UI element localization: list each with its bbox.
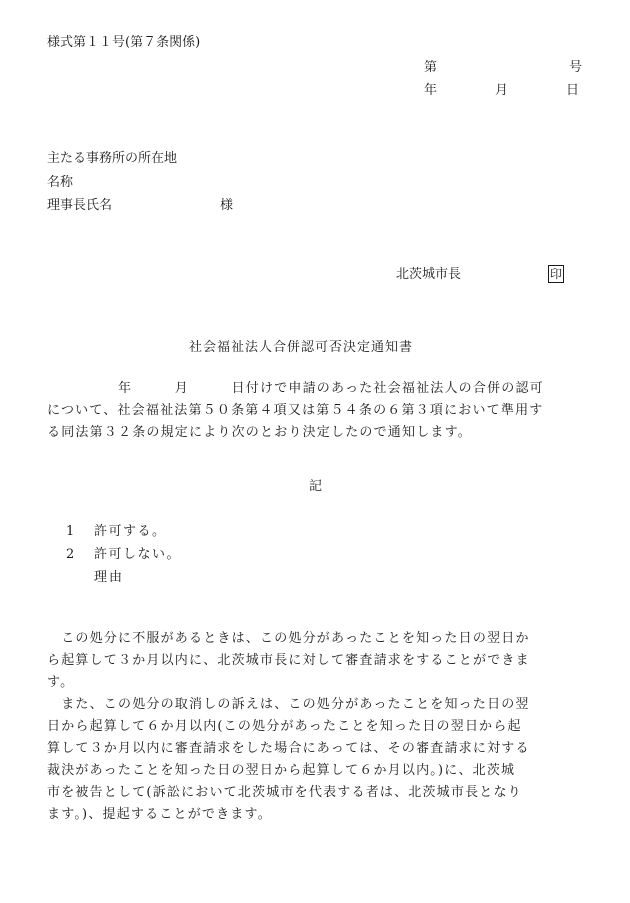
item-1-number: 1 [66, 524, 75, 539]
body-line: について、社会福祉法第５０条第４項又は第５４条の６第３項において準用す [47, 403, 544, 418]
date-year: 年 [424, 83, 438, 98]
honorific: 様 [220, 198, 234, 213]
number-suffix: 号 [569, 60, 583, 75]
body-line: 年 月 日付けで申請のあった社会福祉法人の合併の認可 [47, 381, 544, 396]
seal-box [548, 265, 564, 283]
date-day: 日 [566, 83, 580, 98]
name-label: 名称 [47, 175, 74, 190]
address-label: 主たる事務所の所在地 [47, 151, 178, 166]
reason-label: 理由 [94, 570, 125, 585]
form-number: 様式第１１号(第７条関係) [47, 35, 201, 50]
notice-line: 市を被告として(訴訟において北茨城市を代表する者は、北茨城市長となり [47, 785, 522, 800]
notice-line: す。 [47, 675, 75, 690]
number-prefix: 第 [424, 60, 438, 75]
notice-paragraph [47, 628, 587, 826]
notice-line: この処分に不服があるときは、この処分があったことを知った日の翌日か [47, 631, 530, 646]
sender-title: 北茨城市長 [396, 267, 462, 282]
body-paragraph [47, 378, 587, 444]
notice-line: 日から起算して６か月以内(この処分があったことを知った日の翌日から起 [47, 719, 522, 734]
notice-line: 算して３か月以内に審査請求をした場合にあっては、その審査請求に対する [47, 741, 530, 756]
notice-line: 裁決があったことを知った日の翌日から起算して６か月以内。)に、北茨城 [47, 763, 516, 778]
notice-line: また、この処分の取消しの訴えは、この処分があったことを知った日の翌 [47, 697, 530, 712]
notice-line: ます。)、提起することができます。 [47, 807, 272, 822]
body-line: る同法第３２条の規定により次のとおり決定したので通知します。 [47, 425, 472, 440]
notice-line: ら起算して３か月以内に、北茨城市長に対して審査請求をすることができま [47, 653, 530, 668]
chair-label: 理事長氏名 [47, 198, 113, 213]
document-title: 社会福祉法人合併認可否決定通知書 [189, 340, 414, 355]
date-month: 月 [495, 83, 509, 98]
item-2-text: 許可しない。 [94, 547, 182, 562]
item-2-number: 2 [66, 547, 75, 562]
ki-heading: 記 [309, 479, 323, 494]
seal-mark: 印 [550, 267, 563, 281]
item-1-text: 許可する。 [94, 524, 167, 539]
